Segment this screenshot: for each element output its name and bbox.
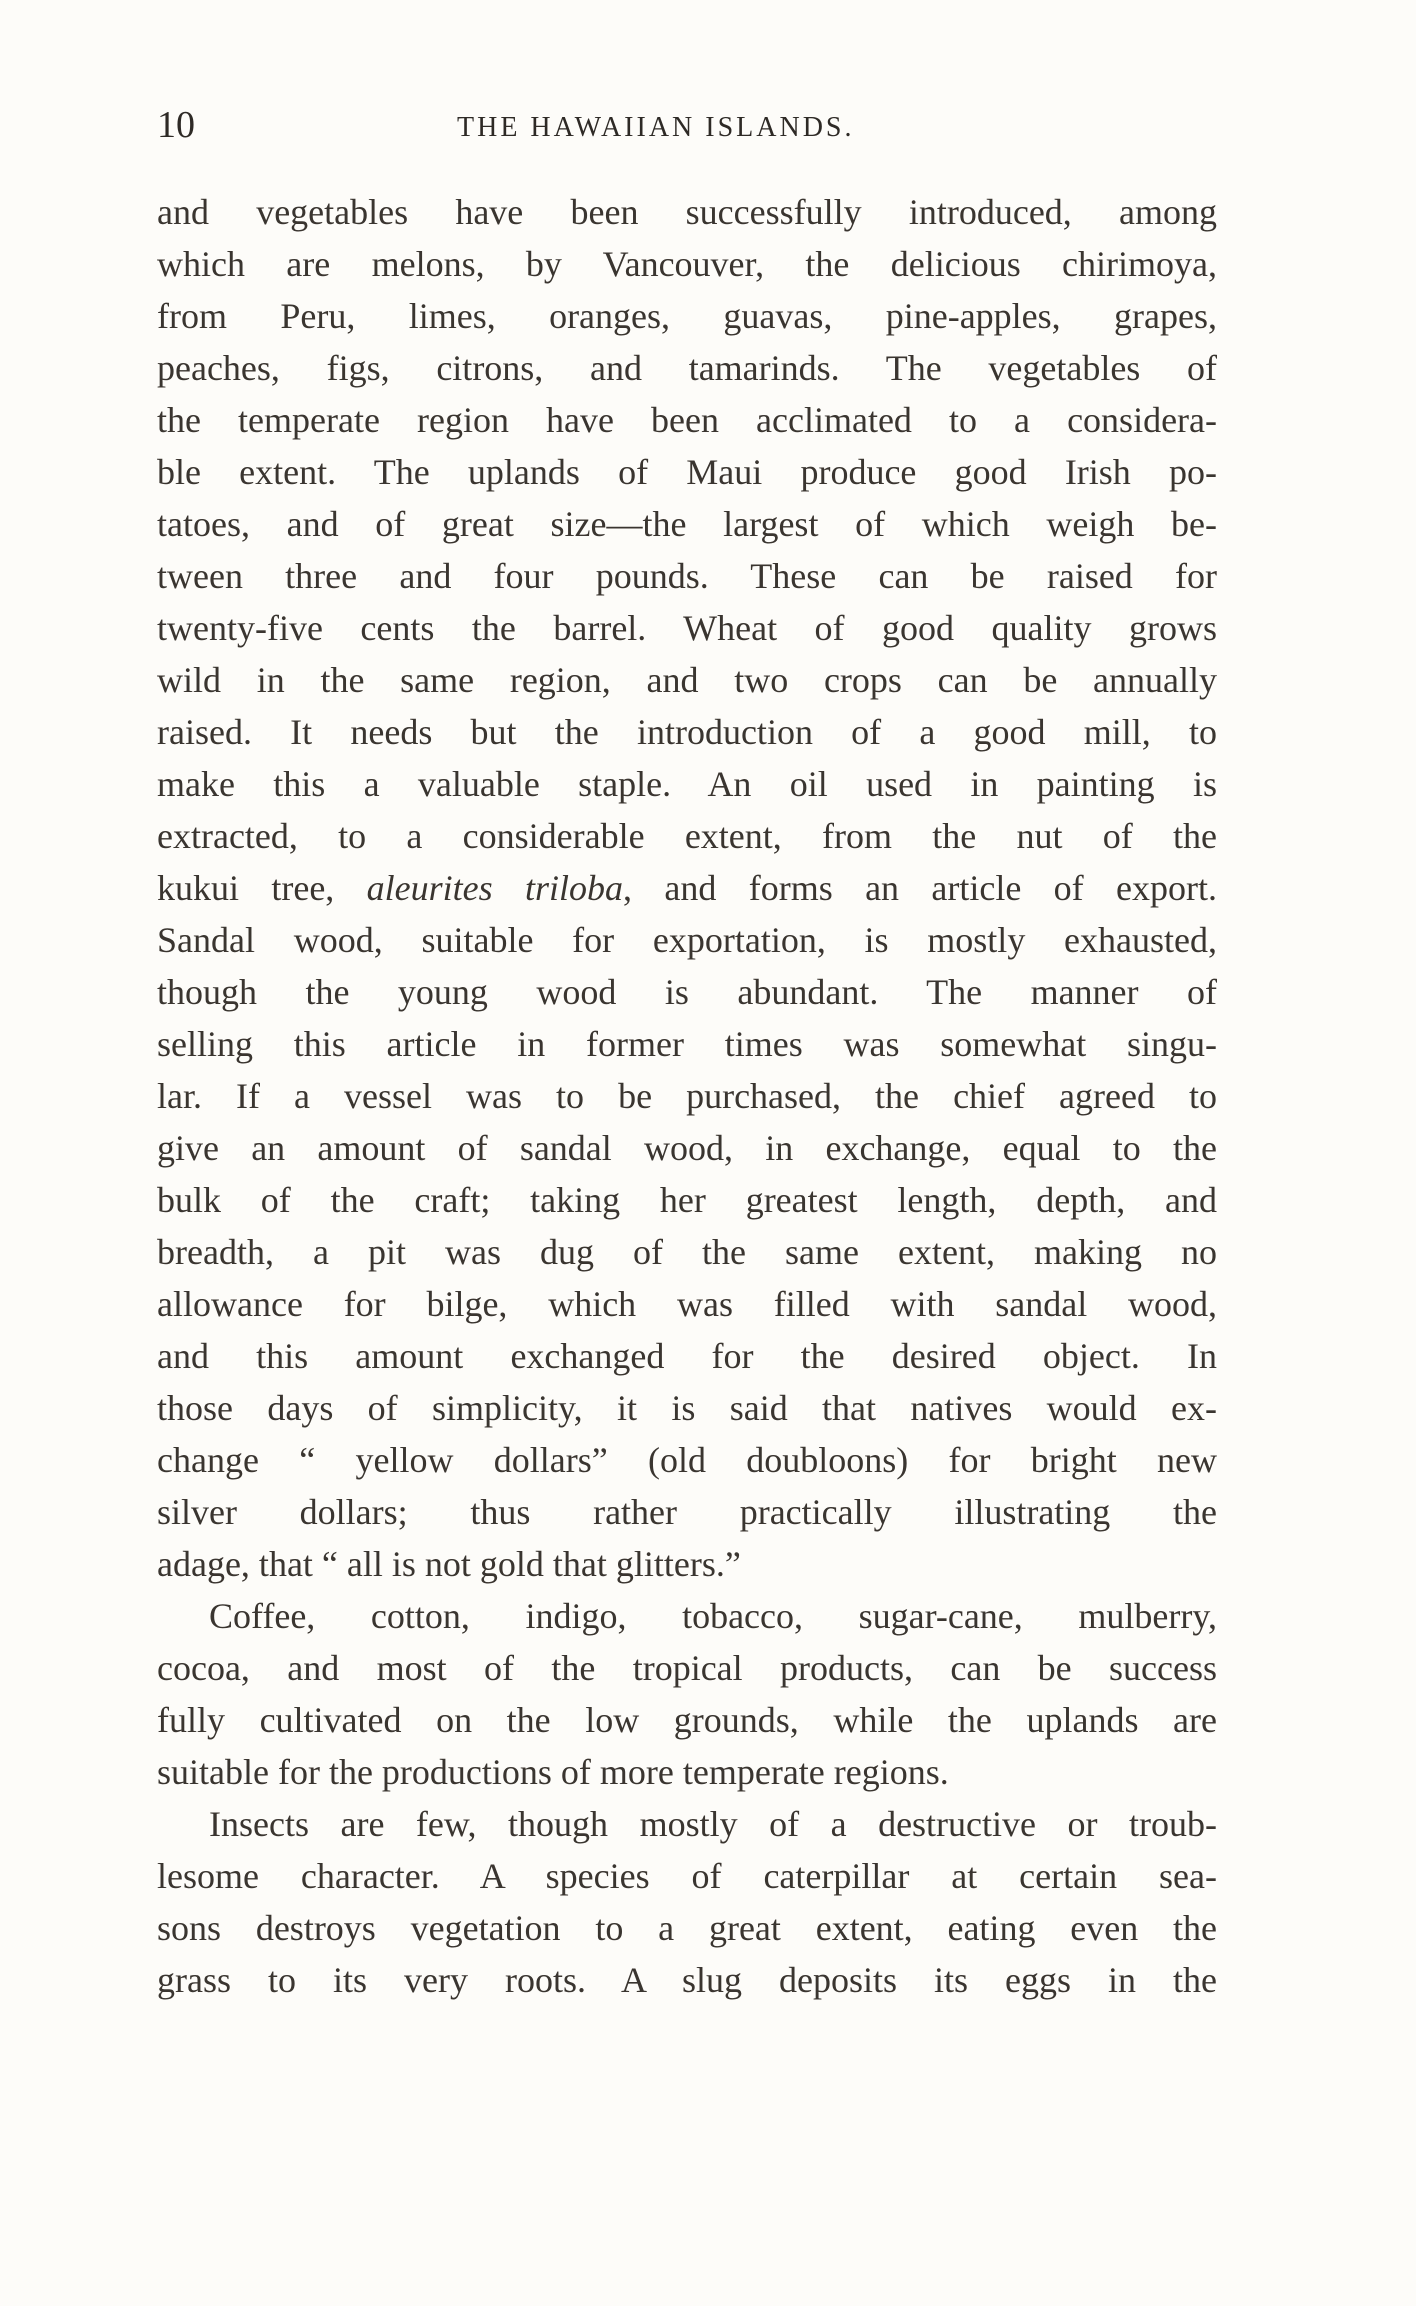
text-line: allowance for bilge, which was filled with sandal wood, <box>157 1284 1217 1324</box>
text-line: make this a valuable staple. An oil used in painting is <box>157 764 1217 804</box>
page-number: 10 <box>157 104 195 146</box>
running-head <box>157 100 1217 160</box>
text-line: lesome character. A species of caterpillar at certain sea- <box>157 1856 1217 1896</box>
text-line: selling this article in former times was somewhat singu- <box>157 1024 1217 1064</box>
text-line: Sandal wood, suitable for exportation, is mostly exhausted, <box>157 920 1217 960</box>
text-line: extracted, to a considerable extent, from the nut of the <box>157 816 1217 856</box>
paragraph-first-line: Insects are few, though mostly of a destructive or troub- <box>209 1804 1217 1844</box>
running-title: THE HAWAIIAN ISLANDS. <box>457 112 855 143</box>
text-line: from Peru, limes, oranges, guavas, pine-apples, grapes, <box>157 296 1217 336</box>
body-text <box>157 186 1217 2006</box>
paragraph-first-line: Coffee, cotton, indigo, tobacco, sugar-cane, mulberry, <box>209 1596 1217 1636</box>
text-line: though the young wood is abundant. The manner of <box>157 972 1217 1012</box>
text-line: tatoes, and of great size—the largest of which weigh be- <box>157 504 1217 544</box>
text-line: those days of simplicity, it is said that natives would ex- <box>157 1388 1217 1428</box>
text-line: peaches, figs, citrons, and tamarinds. The vegetables of <box>157 348 1217 388</box>
text-segment: , and forms an article of export. <box>623 868 1217 908</box>
text-line: lar. If a vessel was to be purchased, the chief agreed to <box>157 1076 1217 1116</box>
text-line: the temperate region have been acclimated to a considera- <box>157 400 1217 440</box>
text-line: adage, that “ all is not gold that glitters.” <box>157 1544 741 1584</box>
text-line: change “ yellow dollars” (old doubloons) for bright new <box>157 1440 1217 1480</box>
text-line: wild in the same region, and two crops can be annually <box>157 660 1217 700</box>
text-line: bulk of the craft; taking her greatest length, depth, and <box>157 1180 1217 1220</box>
text-line-with-italic <box>157 862 1217 914</box>
text-line: fully cultivated on the low grounds, while the uplands are <box>157 1700 1217 1740</box>
text-line: twenty-five cents the barrel. Wheat of good quality grows <box>157 608 1217 648</box>
text-line: breadth, a pit was dug of the same extent, making no <box>157 1232 1217 1272</box>
text-line: which are melons, by Vancouver, the delicious chirimoya, <box>157 244 1217 284</box>
text-line: suitable for the productions of more temperate regions. <box>157 1752 949 1792</box>
text-line: sons destroys vegetation to a great extent, eating even the <box>157 1908 1217 1948</box>
text-line: and vegetables have been successfully introduced, among <box>157 192 1217 232</box>
text-line: cocoa, and most of the tropical products, can be success <box>157 1648 1217 1688</box>
text-segment: kukui tree, <box>157 868 367 908</box>
text-line: tween three and four pounds. These can be raised for <box>157 556 1217 596</box>
text-line: grass to its very roots. A slug deposits its eggs in the <box>157 1960 1217 2000</box>
text-line: give an amount of sandal wood, in exchange, equal to the <box>157 1128 1217 1168</box>
text-line: raised. It needs but the introduction of a good mill, to <box>157 712 1217 752</box>
text-line: ble extent. The uplands of Maui produce good Irish po- <box>157 452 1217 492</box>
text-line: and this amount exchanged for the desired object. In <box>157 1336 1217 1376</box>
text-line: silver dollars; thus rather practically illustrating the <box>157 1492 1217 1532</box>
italic-botanical-name: aleurites triloba <box>366 868 624 908</box>
